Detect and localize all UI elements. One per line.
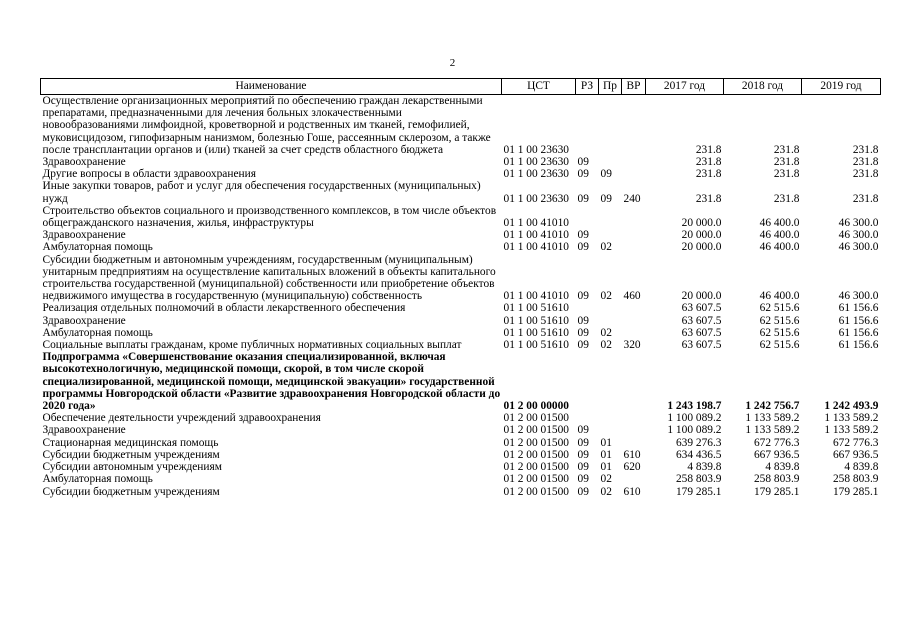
row-pr-cell <box>599 315 622 327</box>
row-2017-cell: 63 607.5 <box>681 302 722 315</box>
row-name-cell: Обеспечение деятельности учреждений здравоохранения <box>42 412 321 425</box>
row-rz-cell <box>576 95 599 157</box>
row-cst-cell: 01 1 00 41010 <box>503 229 569 242</box>
row-2017-cell: 639 276.3 <box>675 436 722 449</box>
row-2018-cell: 231.8 <box>773 168 800 181</box>
row-cst-cell: 01 1 00 51610 <box>503 326 569 339</box>
row-vr-cell: 610 <box>623 485 641 498</box>
row-cst-cell: 01 1 00 51610 <box>503 339 569 352</box>
row-vr-cell <box>622 95 646 157</box>
table-row <box>41 449 881 461</box>
column-header-cst: ЦСТ <box>502 79 576 95</box>
row-pr-cell: 02 <box>600 473 612 486</box>
row-name-cell: Субсидии автономным учреждениям <box>42 461 222 474</box>
row-cst-cell: 01 1 00 41010 <box>503 290 569 303</box>
row-rz-cell: 09 <box>577 461 589 474</box>
row-rz-cell <box>576 351 599 412</box>
row-pr-cell: 09 <box>600 168 612 181</box>
row-cst-cell: 01 2 00 01500 <box>503 461 569 474</box>
row-2017-cell: 1 100 089.2 <box>667 412 722 425</box>
row-2019-cell: 231.8 <box>852 168 879 181</box>
row-name-cell: Здравоохранение <box>42 314 126 327</box>
row-2018-cell: 1 133 589.2 <box>745 412 800 425</box>
row-2017-cell: 20 000.0 <box>681 217 722 230</box>
table-row <box>41 254 881 303</box>
row-cst-cell: 01 2 00 01500 <box>503 412 569 425</box>
row-2017-cell: 20 000.0 <box>681 290 722 303</box>
row-rz-cell <box>576 205 599 229</box>
row-rz-cell: 09 <box>577 241 589 254</box>
row-2017-cell: 258 803.9 <box>675 473 722 486</box>
row-name-cell: Строительство объектов социального и производственного комплексов, в том числе объектов общегражданского назначения, жилья, инфраструктуры <box>42 204 497 230</box>
row-2018-cell: 62 515.6 <box>759 314 800 327</box>
page-number: 2 <box>449 57 456 69</box>
row-2018-cell: 46 400.0 <box>759 229 800 242</box>
row-vr-cell <box>622 327 646 339</box>
row-vr-cell <box>622 437 646 449</box>
row-2019-cell: 667 936.5 <box>832 448 879 461</box>
row-2019-cell: 258 803.9 <box>832 473 879 486</box>
row-name-cell: Иные закупки товаров, работ и услуг для обеспечения государственных (муниципальных) нужд <box>42 180 481 205</box>
budget-table <box>40 78 881 498</box>
row-2018-cell: 62 515.6 <box>759 339 800 352</box>
row-name-cell: Подпрограмма «Совершенствование оказания специализированной, включая высокотехнологичную, медицинской помощи, скорой, в том числе скорой специализированной, медицинской помощи, медицинской эвакуации» государственной программы Новгородской области «Развитие здравоохранения Новгородской области до 2020 года» <box>42 351 501 413</box>
row-name-cell: Амбулаторная помощь <box>42 241 153 254</box>
row-pr-cell <box>599 95 622 157</box>
row-rz-cell: 09 <box>577 192 589 205</box>
row-cst-cell: 01 1 00 23630 <box>503 168 569 181</box>
row-2018-cell: 231.8 <box>773 143 800 156</box>
row-2019-cell: 46 300.0 <box>838 217 879 230</box>
row-pr-cell: 01 <box>600 436 612 449</box>
row-cst-cell: 01 2 00 01500 <box>503 448 569 461</box>
row-cst-cell: 01 1 00 23630 <box>503 192 569 205</box>
row-vr-cell <box>622 351 646 412</box>
column-header-2019: 2019 год <box>802 79 881 95</box>
table-row <box>41 486 881 498</box>
row-2019-cell: 46 300.0 <box>838 290 879 303</box>
row-2019-cell: 1 242 493.9 <box>824 400 879 413</box>
row-2019-cell: 61 156.6 <box>838 339 879 352</box>
row-cst-cell: 01 1 00 23630 <box>503 143 569 156</box>
row-vr-cell <box>622 473 646 485</box>
row-vr-cell <box>622 424 646 436</box>
row-vr-cell <box>622 205 646 229</box>
row-rz-cell: 09 <box>577 339 589 352</box>
table-row <box>41 351 881 412</box>
row-2019-cell: 231.8 <box>852 156 879 169</box>
row-name-cell: Субсидии бюджетным учреждениям <box>42 485 220 498</box>
row-vr-cell <box>622 168 646 180</box>
row-2018-cell: 258 803.9 <box>753 473 800 486</box>
row-vr-cell <box>622 412 646 424</box>
row-2018-cell: 231.8 <box>773 156 800 169</box>
row-2017-cell: 179 285.1 <box>675 485 722 498</box>
table-header <box>41 79 881 95</box>
row-name-cell: Осуществление организационных мероприятий по обеспечению граждан лекарственными препаратами, предназначенными для лечения больных злокачественными новообразованиями лимфоидной, кроветворной и родственных им тканей, гемофилией, муковисцидозом, гипофизарным нанизмом, болезнью Гоше, рассеянным склерозом, а также после трансплантации органов и (или) тканей за счет средств областного бюджета <box>42 95 491 156</box>
row-name-cell: Амбулаторная помощь <box>42 326 153 339</box>
row-2017-cell: 634 436.5 <box>675 448 722 461</box>
row-2018-cell: 231.8 <box>773 192 800 205</box>
table-row <box>41 327 881 339</box>
row-cst-cell: 01 2 00 01500 <box>503 424 569 437</box>
row-2018-cell: 46 400.0 <box>759 217 800 230</box>
row-cst-cell: 01 2 00 01500 <box>503 473 569 486</box>
row-2019-cell: 61 156.6 <box>838 326 879 339</box>
table-row <box>41 424 881 436</box>
column-header-vr: ВР <box>622 79 646 95</box>
row-vr-cell: 460 <box>623 290 641 303</box>
row-2019-cell: 231.8 <box>852 192 879 205</box>
row-rz-cell: 09 <box>577 326 589 339</box>
table-row <box>41 315 881 327</box>
row-2018-cell: 62 515.6 <box>759 326 800 339</box>
row-name-cell: Субсидии бюджетным учреждениям <box>42 448 220 461</box>
row-cst-cell: 01 2 00 01500 <box>503 436 569 449</box>
row-rz-cell: 09 <box>577 229 589 242</box>
row-2017-cell: 63 607.5 <box>681 339 722 352</box>
table-row <box>41 412 881 424</box>
row-vr-cell: 620 <box>623 461 641 474</box>
column-header-pr: Пр <box>599 79 622 95</box>
row-vr-cell: 320 <box>623 339 641 352</box>
row-vr-cell <box>622 229 646 241</box>
row-2018-cell: 4 839.8 <box>765 461 800 474</box>
row-pr-cell <box>599 351 622 412</box>
column-header-2017: 2017 год <box>646 79 724 95</box>
row-pr-cell: 01 <box>600 461 612 474</box>
row-rz-cell: 09 <box>577 473 589 486</box>
row-rz-cell: 09 <box>577 485 589 498</box>
row-name-cell: Реализация отдельных полномочий в области лекарственного обеспечения <box>42 302 406 315</box>
row-pr-cell: 02 <box>600 290 612 303</box>
row-2018-cell: 1 242 756.7 <box>745 400 800 413</box>
row-cst-cell: 01 1 00 41010 <box>503 217 569 230</box>
row-pr-cell: 02 <box>600 241 612 254</box>
row-rz-cell: 09 <box>577 168 589 181</box>
row-2018-cell: 46 400.0 <box>759 241 800 254</box>
row-2017-cell: 231.8 <box>695 156 722 169</box>
row-cst-cell: 01 1 00 51610 <box>503 314 569 327</box>
row-name-cell: Субсидии бюджетным и автономным учреждениям, государственным (муниципальным) унитарным предприятиям на осуществление капитальных вложений в объекты капитального строительства государственной (муниципальной) собственности или приобретение объектов недвижимого имущества в государственную (муниципальную) собственность <box>42 253 496 303</box>
column-header-2018: 2018 год <box>724 79 802 95</box>
row-pr-cell <box>599 229 622 241</box>
row-name-cell: Здравоохранение <box>42 424 126 437</box>
row-2019-cell: 46 300.0 <box>838 241 879 254</box>
row-rz-cell: 09 <box>577 156 589 169</box>
table-row <box>41 95 881 157</box>
row-cst-cell: 01 1 00 23630 <box>503 156 569 169</box>
row-rz-cell <box>576 412 599 424</box>
table-body <box>41 95 881 498</box>
row-2019-cell: 61 156.6 <box>838 314 879 327</box>
row-name-cell: Здравоохранение <box>42 229 126 242</box>
column-header-name: Наименование <box>41 79 502 95</box>
row-2018-cell: 62 515.6 <box>759 302 800 315</box>
row-2018-cell: 179 285.1 <box>753 485 800 498</box>
row-2019-cell: 61 156.6 <box>838 302 879 315</box>
row-rz-cell: 09 <box>577 424 589 437</box>
row-name-cell: Другие вопросы в области здравоохранения <box>42 168 256 181</box>
row-2017-cell: 4 839.8 <box>687 461 722 474</box>
row-2017-cell: 231.8 <box>695 143 722 156</box>
table-row <box>41 156 881 168</box>
table-row <box>41 229 881 241</box>
row-2019-cell: 1 133 589.2 <box>824 424 879 437</box>
row-pr-cell <box>599 156 622 168</box>
row-2017-cell: 1 243 198.7 <box>667 400 722 413</box>
row-2017-cell: 63 607.5 <box>681 314 722 327</box>
table-row <box>41 473 881 485</box>
row-vr-cell: 240 <box>623 192 641 205</box>
row-pr-cell: 02 <box>600 485 612 498</box>
row-name-cell: Здравоохранение <box>42 156 126 169</box>
row-pr-cell <box>599 424 622 436</box>
table-row <box>41 461 881 473</box>
column-header-rz: РЗ <box>576 79 599 95</box>
row-vr-cell <box>622 302 646 314</box>
row-2019-cell: 672 776.3 <box>832 436 879 449</box>
table-row <box>41 339 881 351</box>
row-vr-cell: 610 <box>623 448 641 461</box>
row-2017-cell: 63 607.5 <box>681 326 722 339</box>
row-2017-cell: 231.8 <box>695 192 722 205</box>
row-rz-cell: 09 <box>577 290 589 303</box>
row-pr-cell <box>599 412 622 424</box>
row-2018-cell: 46 400.0 <box>759 290 800 303</box>
row-pr-cell: 02 <box>600 326 612 339</box>
row-2017-cell: 231.8 <box>695 168 722 181</box>
row-2017-cell: 1 100 089.2 <box>667 424 722 437</box>
table-row <box>41 168 881 180</box>
row-pr-cell <box>599 302 622 314</box>
table-row <box>41 241 881 253</box>
row-cst-cell: 01 2 00 00000 <box>503 400 569 413</box>
row-2017-cell: 20 000.0 <box>681 229 722 242</box>
row-pr-cell: 01 <box>600 448 612 461</box>
row-2019-cell: 46 300.0 <box>838 229 879 242</box>
row-cst-cell: 01 1 00 51610 <box>503 302 569 315</box>
row-vr-cell <box>622 156 646 168</box>
row-2019-cell: 4 839.8 <box>844 461 879 474</box>
row-pr-cell: 09 <box>600 192 612 205</box>
row-vr-cell <box>622 241 646 253</box>
row-2019-cell: 1 133 589.2 <box>824 412 879 425</box>
row-cst-cell: 01 2 00 01500 <box>503 485 569 498</box>
row-2018-cell: 672 776.3 <box>753 436 800 449</box>
row-name-cell: Социальные выплаты гражданам, кроме публичных нормативных социальных выплат <box>42 339 462 352</box>
row-pr-cell <box>599 205 622 229</box>
row-2019-cell: 179 285.1 <box>832 485 879 498</box>
table-row <box>41 437 881 449</box>
row-pr-cell: 02 <box>600 339 612 352</box>
row-name-cell: Амбулаторная помощь <box>42 473 153 486</box>
row-rz-cell: 09 <box>577 314 589 327</box>
row-rz-cell: 09 <box>577 436 589 449</box>
row-2017-cell: 20 000.0 <box>681 241 722 254</box>
table-row <box>41 302 881 314</box>
row-2019-cell: 231.8 <box>852 143 879 156</box>
row-name-cell: Стационарная медицинская помощь <box>42 436 219 449</box>
table-row <box>41 180 881 204</box>
row-vr-cell <box>622 315 646 327</box>
row-cst-cell: 01 1 00 41010 <box>503 241 569 254</box>
row-rz-cell: 09 <box>577 448 589 461</box>
row-2018-cell: 667 936.5 <box>753 448 800 461</box>
row-rz-cell <box>576 302 599 314</box>
table-row <box>41 205 881 229</box>
row-2018-cell: 1 133 589.2 <box>745 424 800 437</box>
